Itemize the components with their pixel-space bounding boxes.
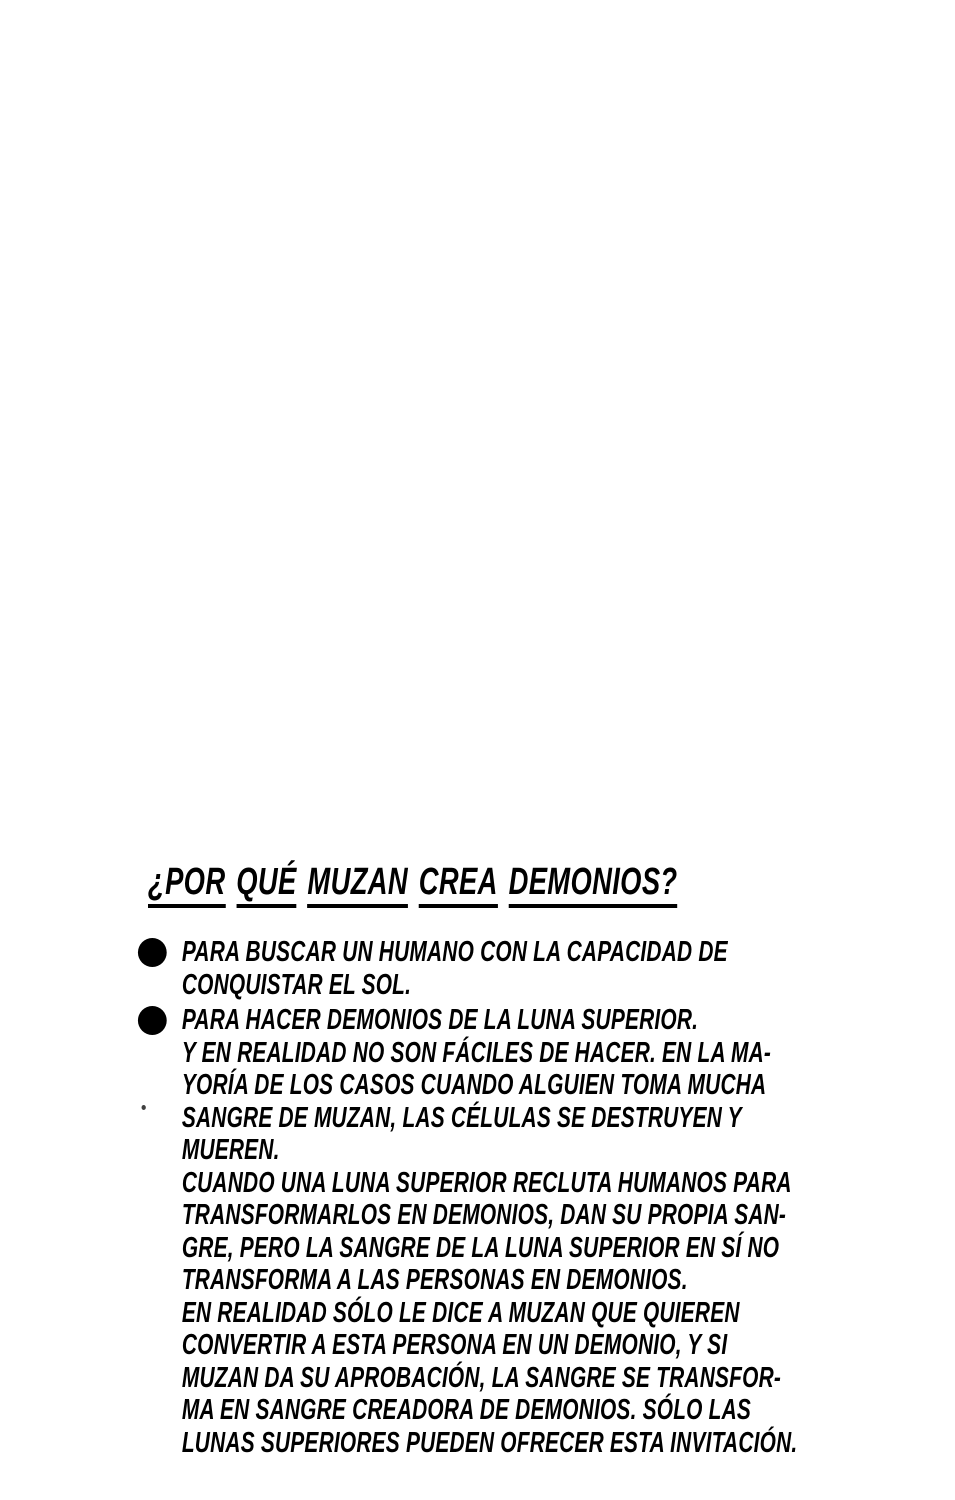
list-item bbox=[148, 1232, 955, 1265]
bullet-icon bbox=[138, 938, 167, 967]
list-item bbox=[148, 936, 955, 969]
list-item-text: TRANSFORMARLOS EN DEMONIOS, DAN SU PROPIA SAN- bbox=[181, 1199, 787, 1231]
title-word: MUZAN bbox=[307, 862, 408, 908]
title-word: ¿POR bbox=[148, 862, 225, 908]
list-item-text: PARA BUSCAR UN HUMANO CON LA CAPACIDAD DE bbox=[181, 936, 728, 968]
list-item bbox=[148, 1329, 955, 1362]
list-item-text: CONVERTIR A ESTA PERSONA EN UN DEMONIO, Y SI bbox=[181, 1329, 728, 1361]
list-item-text: PARA HACER DEMONIOS DE LA LUNA SUPERIOR. bbox=[181, 1004, 699, 1036]
list-item bbox=[148, 969, 955, 1002]
list-item-text: TRANSFORMA A LAS PERSONAS EN DEMONIOS. bbox=[181, 1264, 688, 1296]
bullet-list bbox=[148, 936, 955, 1459]
list-item bbox=[148, 1134, 955, 1167]
list-item-text: EN REALIDAD SÓLO LE DICE A MUZAN QUE QUIEREN bbox=[181, 1296, 740, 1329]
list-item bbox=[148, 1167, 955, 1200]
title-word: DEMONIOS? bbox=[509, 862, 678, 908]
list-item-text: CONQUISTAR EL SOL. bbox=[181, 968, 412, 1001]
list-item bbox=[148, 1362, 955, 1395]
list-item bbox=[148, 1264, 955, 1297]
list-item-text: Y EN REALIDAD NO SON FÁCILES DE HACER. EN LA MA- bbox=[181, 1036, 772, 1069]
list-item bbox=[148, 1102, 955, 1135]
title-word: QUÉ bbox=[236, 862, 296, 908]
list-item-text: SANGRE DE MUZAN, LAS CÉLULAS SE DESTRUYEN Y bbox=[181, 1101, 742, 1134]
title-word: CREA bbox=[419, 862, 498, 908]
stray-ink-dot bbox=[142, 1105, 146, 1110]
list-item bbox=[148, 1427, 955, 1460]
list-item bbox=[148, 1069, 955, 1102]
page-title bbox=[148, 862, 955, 908]
list-item-text: CUANDO UNA LUNA SUPERIOR RECLUTA HUMANOS PARA bbox=[181, 1166, 792, 1199]
list-item-text: GRE, PERO LA SANGRE DE LA LUNA SUPERIOR EN SÍ NO bbox=[181, 1231, 780, 1264]
list-item bbox=[148, 1004, 955, 1037]
list-item-text: MA EN SANGRE CREADORA DE DEMONIOS. SÓLO LAS bbox=[181, 1394, 752, 1426]
list-item bbox=[148, 1199, 955, 1232]
list-item-text: MUEREN. bbox=[181, 1134, 280, 1166]
list-item-text: YORÍA DE LOS CASOS CUANDO ALGUIEN TOMA MUCHA bbox=[181, 1069, 767, 1101]
list-item-text: MUZAN DA SU APROBACIÓN, LA SANGRE SE TRANSFOR- bbox=[181, 1361, 782, 1394]
content-block bbox=[148, 862, 955, 1459]
list-item bbox=[148, 1394, 955, 1427]
list-item-text: LUNAS SUPERIORES PUEDEN OFRECER ESTA INVITACIÓN. bbox=[181, 1426, 798, 1459]
bullet-icon bbox=[138, 1006, 167, 1035]
list-item bbox=[148, 1297, 955, 1330]
list-item bbox=[148, 1037, 955, 1070]
